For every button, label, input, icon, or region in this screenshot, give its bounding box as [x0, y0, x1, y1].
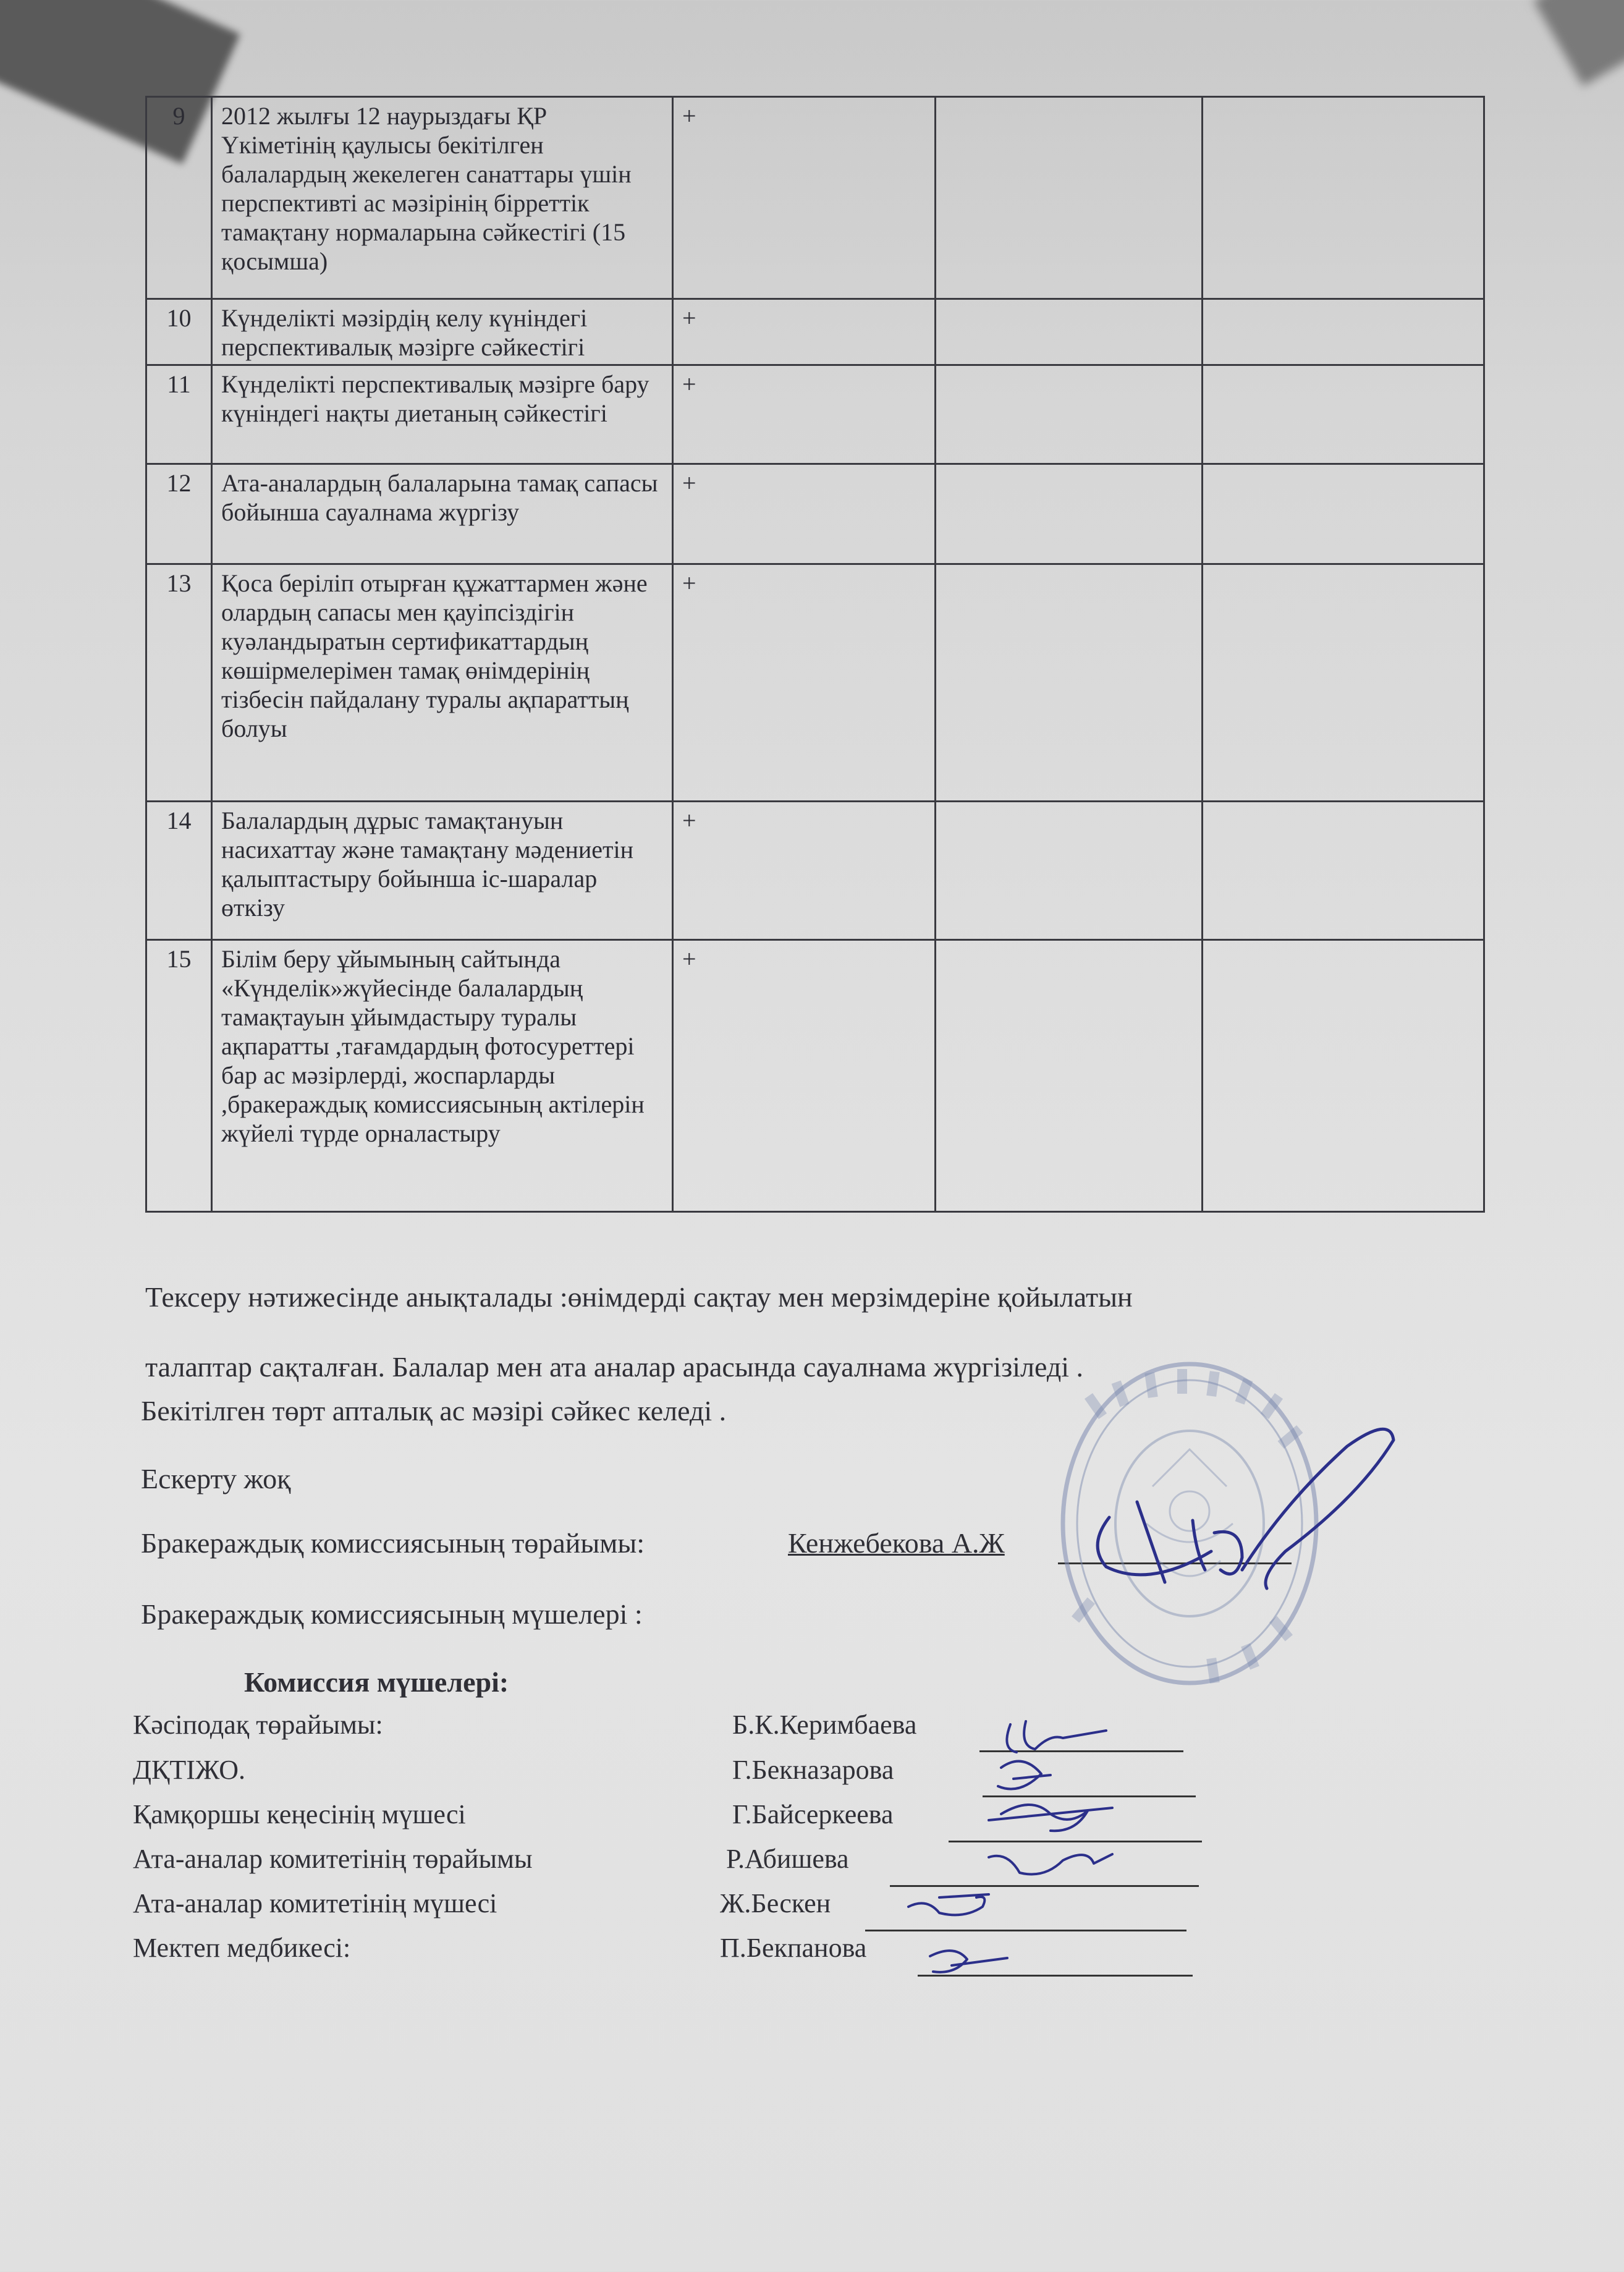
row-mark: + [673, 299, 936, 365]
member-signature-icon [998, 1761, 1051, 1789]
table-row [146, 940, 1484, 1212]
conclusion-line-3: Бекітілген төрт апталық ас мәзірі сәйкес келеді . [141, 1395, 727, 1426]
member-signature-line [918, 1975, 1193, 1977]
member-signature-icon [908, 1894, 989, 1915]
row-empty-cell [1203, 299, 1484, 365]
row-empty-cell [936, 564, 1203, 802]
member-signature-icon [1007, 1721, 1106, 1752]
row-empty-cell [1203, 365, 1484, 464]
row-number: 14 [146, 802, 212, 940]
member-name: Р.Абишева [726, 1844, 849, 1874]
row-number: 13 [146, 564, 212, 802]
member-name: П.Бекпанова [720, 1933, 867, 1963]
remark-text: Ескерту жоқ [141, 1463, 291, 1494]
row-empty-cell [1203, 97, 1484, 299]
row-number: 9 [146, 97, 212, 299]
row-criterion: Білім беру ұйымының сайтында «Күнделік»жүйесінде балалардың тамақтауын ұйымдастыру туралы ақпаратты ,тағамдардың фотосуреттері бар ас мәзірлерді, жоспарларды ,бракераждық комиссиясының актілерін жүйелі түрде орналастыру [212, 940, 673, 1212]
row-mark: + [673, 564, 936, 802]
member-role: Қамқоршы кеңесінің мүшесі [133, 1799, 466, 1829]
row-mark: + [673, 802, 936, 940]
row-criterion: Күнделікті мәзірдің келу күніндегі перспективалық мәзірге сәйкестігі [212, 299, 673, 365]
member-role: ДҚТІЖО. [133, 1755, 245, 1785]
member-role: Ата-аналар комитетінің мүшесі [133, 1888, 497, 1918]
member-signature-line [949, 1841, 1202, 1842]
member-name: Б.К.Керимбаева [732, 1710, 917, 1740]
row-empty-cell [936, 464, 1203, 564]
row-number: 15 [146, 940, 212, 1212]
row-empty-cell [936, 299, 1203, 365]
row-empty-cell [936, 802, 1203, 940]
row-empty-cell [1203, 564, 1484, 802]
row-criterion: 2012 жылғы 12 наурыздағы ҚР Үкіметінің қаулысы бекітілген балалардың жекелеген санаттары үшін перспективті ас мәзірінің бірреттік тамақтану нормаларына сәйкестігі (15 қосымша) [212, 97, 673, 299]
row-empty-cell [936, 365, 1203, 464]
row-empty-cell [936, 97, 1203, 299]
member-signature-line [865, 1930, 1186, 1931]
row-number: 10 [146, 299, 212, 365]
member-role: Кәсіподақ төрайымы: [133, 1710, 383, 1740]
member-signature-line [983, 1795, 1196, 1797]
row-empty-cell [936, 940, 1203, 1212]
members-label: Бракераждық комиссиясының мүшелері : [141, 1598, 643, 1630]
checklist-table [145, 96, 1485, 1213]
row-empty-cell [1203, 802, 1484, 940]
table-row [146, 97, 1484, 299]
member-signature-line [979, 1750, 1183, 1752]
row-criterion: Қоса беріліп отырған құжаттармен және олардың сапасы мен қауіпсіздігін куәландыратын сертификаттардың көшірмелерімен тамақ өнімдерінің тізбесін пайдалану туралы ақпараттың болуы [212, 564, 673, 802]
table-row [146, 299, 1484, 365]
row-mark: + [673, 365, 936, 464]
row-criterion: Балалардың дұрыс тамақтануын насихаттау және тамақтану мәдениетін қалыптастыру бойынша іс-шаралар өткізу [212, 802, 673, 940]
member-signature-icon [930, 1951, 1007, 1972]
row-criterion: Күнделікті перспективалық мәзірге бару күніндегі нақты диетаның сәйкестігі [212, 365, 673, 464]
table-row [146, 564, 1484, 802]
row-mark: + [673, 97, 936, 299]
conclusion-line-1: Тексеру нәтижесінде анықталады :өнімдерді сақтау мен мерзімдеріне қойылатын [145, 1281, 1133, 1313]
chair-label: Бракераждық комиссиясының төрайымы: [141, 1527, 645, 1559]
row-number: 11 [146, 365, 212, 464]
member-signature-line [890, 1885, 1199, 1887]
member-signature-icon [989, 1805, 1112, 1831]
row-mark: + [673, 940, 936, 1212]
row-criterion: Ата-аналардың балаларына тамақ сапасы бойынша сауалнама жүргізу [212, 464, 673, 564]
table-row [146, 365, 1484, 464]
member-role: Ата-аналар комитетінің төрайымы [133, 1844, 533, 1874]
conclusion-line-2: талаптар сақталған. Балалар мен ата аналар арасында сауалнама жүргізіледі . [145, 1351, 1083, 1383]
table-row [146, 802, 1484, 940]
organization-stamp-icon [1054, 1357, 1326, 1690]
member-name: Ж.Бескен [720, 1888, 831, 1918]
row-empty-cell [1203, 464, 1484, 564]
member-name: Г.Бекназарова [732, 1755, 894, 1785]
member-signature-icon [989, 1854, 1112, 1875]
member-role: Мектеп медбикесі: [133, 1933, 351, 1963]
row-empty-cell [1203, 940, 1484, 1212]
commission-heading: Комиссия мүшелері: [244, 1666, 509, 1698]
chair-name: Кенжебекова А.Ж [788, 1527, 1005, 1559]
table-row [146, 464, 1484, 564]
member-name: Г.Байсеркеева [732, 1799, 894, 1829]
row-mark: + [673, 464, 936, 564]
row-number: 12 [146, 464, 212, 564]
page-corner-shadow-right [1533, 0, 1624, 86]
